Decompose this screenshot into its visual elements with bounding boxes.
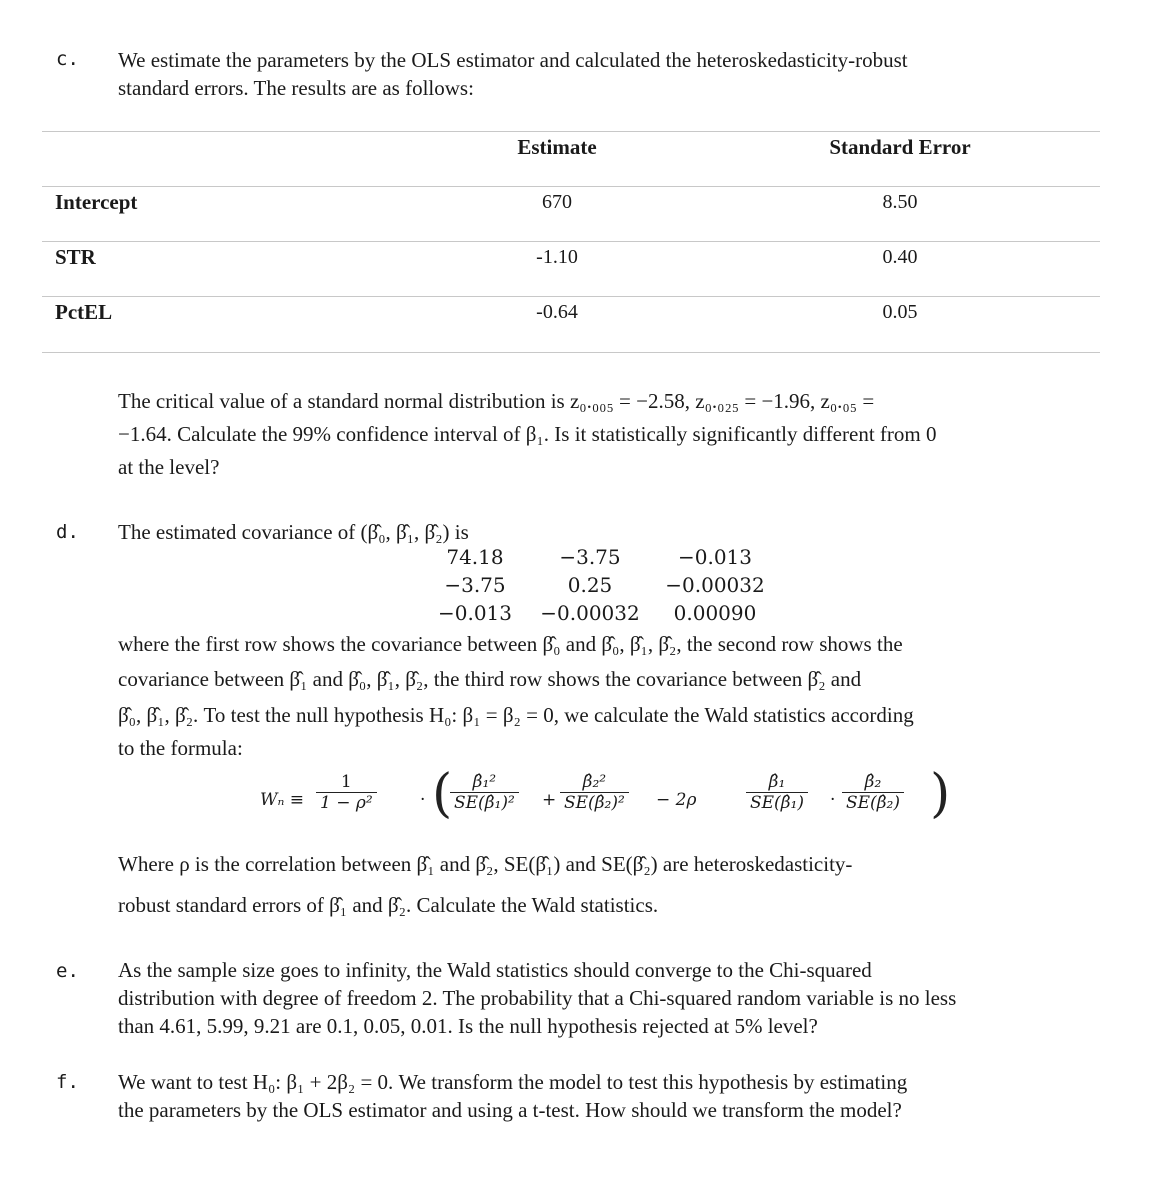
matrix-cell: −3.75 [444, 573, 506, 597]
matrix-cell: 0.25 [567, 573, 613, 597]
section-c-label: c. [56, 48, 79, 70]
cell-intercept-estimate: 670 [542, 191, 572, 213]
section-d-para-line4: to the formula: [118, 736, 243, 760]
formula-denominator: SE(β̂₂) [846, 793, 900, 813]
table-rule [42, 186, 1100, 187]
cell-pctel-se: 0.05 [882, 301, 918, 323]
formula-denominator: 1 − ρ² [320, 793, 373, 813]
formula-fraction [450, 772, 519, 813]
formula-numerator: β̂₁² [450, 772, 519, 793]
matrix-cell: 74.18 [446, 545, 504, 569]
formula-denominator: SE(β̂₁)² [454, 793, 515, 813]
table-rule [42, 241, 1100, 242]
section-d-para-line3: β̂₀, β̂₁, β̂₂. To test the null hypothesis H₀: β₁ = β₂ = 0, we calculate the Wald statistics according [118, 703, 914, 727]
row-label-intercept: Intercept [55, 190, 138, 214]
matrix-cell: 0.00090 [673, 601, 757, 625]
cell-intercept-se: 8.50 [882, 191, 918, 213]
header-standard-error: Standard Error [829, 135, 971, 159]
section-e-label: e. [56, 960, 79, 982]
wald-formula [258, 764, 1018, 846]
section-d-intro: The estimated covariance of (β̂₀, β̂₁, β̂₂) is [118, 520, 469, 544]
section-e-line3: than 4.61, 5.99, 9.21 are 0.1, 0.05, 0.01. Is the null hypothesis rejected at 5% level? [118, 1014, 818, 1038]
section-f-line1: We want to test H₀: β₁ + 2β₂ = 0. We transform the model to test this hypothesis by estimating [118, 1070, 908, 1094]
formula-fraction [560, 772, 629, 813]
formula-numerator: β̂₂² [560, 772, 629, 793]
cell-pctel-estimate: -0.64 [536, 301, 578, 323]
section-c-intro-line2: standard errors. The results are as follows: [118, 76, 474, 100]
table-rule [42, 296, 1100, 297]
section-c-question-line2: −1.64. Calculate the 99% confidence interval of β₁. Is it statistically significantly different from 0 [118, 422, 937, 446]
formula-fraction [746, 772, 808, 813]
formula-dot: · [830, 790, 836, 810]
matrix-cell: −0.013 [677, 545, 752, 569]
cell-str-se: 0.40 [882, 246, 918, 268]
section-e-line2: distribution with degree of freedom 2. The probability that a Chi-squared random variable is no less [118, 986, 957, 1010]
table-rule [42, 352, 1100, 353]
formula-minus: − 2ρ [656, 790, 697, 810]
section-f-label: f. [56, 1071, 79, 1093]
matrix-cell: −0.00032 [540, 601, 640, 625]
section-c-question-line3: at the level? [118, 455, 220, 479]
cell-str-estimate: -1.10 [536, 246, 578, 268]
table-rule [42, 131, 1100, 132]
formula-lhs: Wₙ ≡ [260, 790, 305, 810]
formula-fraction [842, 772, 904, 813]
section-d-where-line1: Where ρ is the correlation between β̂₁ and β̂₂, SE(β̂₁) and SE(β̂₂) are heteroskedasticity- [118, 852, 853, 876]
formula-dot: · [420, 790, 426, 810]
formula-numerator: β̂₁ [746, 772, 808, 793]
section-d-label: d. [56, 521, 79, 543]
formula-numerator: 1 [316, 772, 377, 793]
matrix-cell: −3.75 [559, 545, 621, 569]
matrix-cell: −0.00032 [665, 573, 765, 597]
formula-numerator: β̂₂ [842, 772, 904, 793]
row-label-pctel: PctEL [55, 300, 113, 324]
formula-fraction [316, 772, 377, 813]
left-paren-icon: ( [432, 764, 453, 824]
section-c-intro-line1: We estimate the parameters by the OLS estimator and calculated the heteroskedasticity-robust [118, 48, 908, 72]
section-e-line1: As the sample size goes to infinity, the Wald statistics should converge to the Chi-squared [118, 958, 872, 982]
right-paren-icon: ) [930, 764, 951, 824]
header-estimate: Estimate [517, 135, 597, 159]
row-label-str: STR [55, 245, 96, 269]
section-f-line2: the parameters by the OLS estimator and using a t-test. How should we transform the model? [118, 1098, 902, 1122]
matrix-cell: −0.013 [437, 601, 512, 625]
section-d-para-line1: where the first row shows the covariance between β̂₀ and β̂₀, β̂₁, β̂₂, the second row shows the [118, 632, 903, 656]
formula-denominator: SE(β̂₁) [750, 793, 804, 813]
formula-denominator: SE(β̂₂)² [564, 793, 625, 813]
formula-plus: + [542, 790, 557, 810]
section-d-where-line2: robust standard errors of β̂₁ and β̂₂. Calculate the Wald statistics. [118, 893, 659, 917]
section-c-question-line1: The critical value of a standard normal distribution is z₀.₀₀₅ = −2.58, z₀.₀₂₅ = −1.96, z₀.₀₅ = [118, 389, 875, 413]
section-d-para-line2: covariance between β̂₁ and β̂₀, β̂₁, β̂₂, the third row shows the covariance between β̂₂ and [118, 667, 862, 691]
